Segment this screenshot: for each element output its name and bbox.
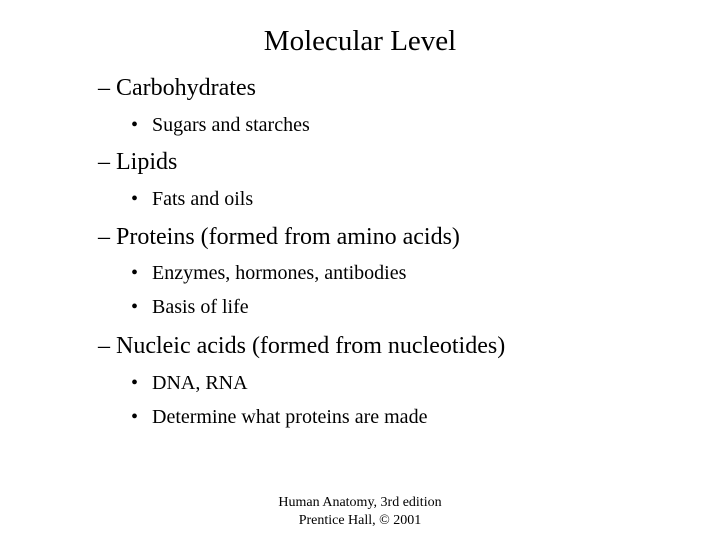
list-item xyxy=(131,112,310,138)
dash-marker: – xyxy=(98,75,110,101)
bullet-marker: • xyxy=(131,296,139,318)
section-heading-text: Lipids xyxy=(116,149,178,175)
list-item xyxy=(131,294,249,320)
list-item xyxy=(131,370,248,396)
bullet-marker: • xyxy=(131,114,139,136)
list-item-text: Determine what proteins are made xyxy=(152,406,428,428)
list-item xyxy=(131,260,406,286)
slide-footer xyxy=(0,494,720,530)
bullet-marker: • xyxy=(131,188,139,210)
footer-line-edition: Human Anatomy, 3rd edition xyxy=(278,495,442,510)
list-item-text: Enzymes, hormones, antibodies xyxy=(152,262,407,284)
bullet-marker: • xyxy=(131,372,139,394)
dash-marker: – xyxy=(98,224,110,250)
bullet-marker: • xyxy=(131,406,139,428)
dash-marker: – xyxy=(98,149,110,175)
list-item-text: Fats and oils xyxy=(152,188,254,210)
section-heading-carbohydrates xyxy=(98,73,256,103)
dash-marker: – xyxy=(98,333,110,359)
slide-title: Molecular Level xyxy=(263,25,457,57)
section-heading-text: Nucleic acids (formed from nucleotides) xyxy=(116,333,506,359)
section-heading-text: Proteins (formed from amino acids) xyxy=(116,224,460,250)
section-heading-proteins xyxy=(98,222,460,252)
list-item-text: DNA, RNA xyxy=(152,372,248,394)
footer-line-publisher: Prentice Hall, © 2001 xyxy=(298,513,422,528)
section-heading-text: Carbohydrates xyxy=(116,75,256,101)
list-item-text: Sugars and starches xyxy=(152,114,310,136)
list-item xyxy=(131,404,427,430)
section-heading-nucleic-acids xyxy=(98,331,505,361)
list-item xyxy=(131,186,253,212)
bullet-marker: • xyxy=(131,262,139,284)
list-item-text: Basis of life xyxy=(152,296,249,318)
section-heading-lipids xyxy=(98,147,177,177)
